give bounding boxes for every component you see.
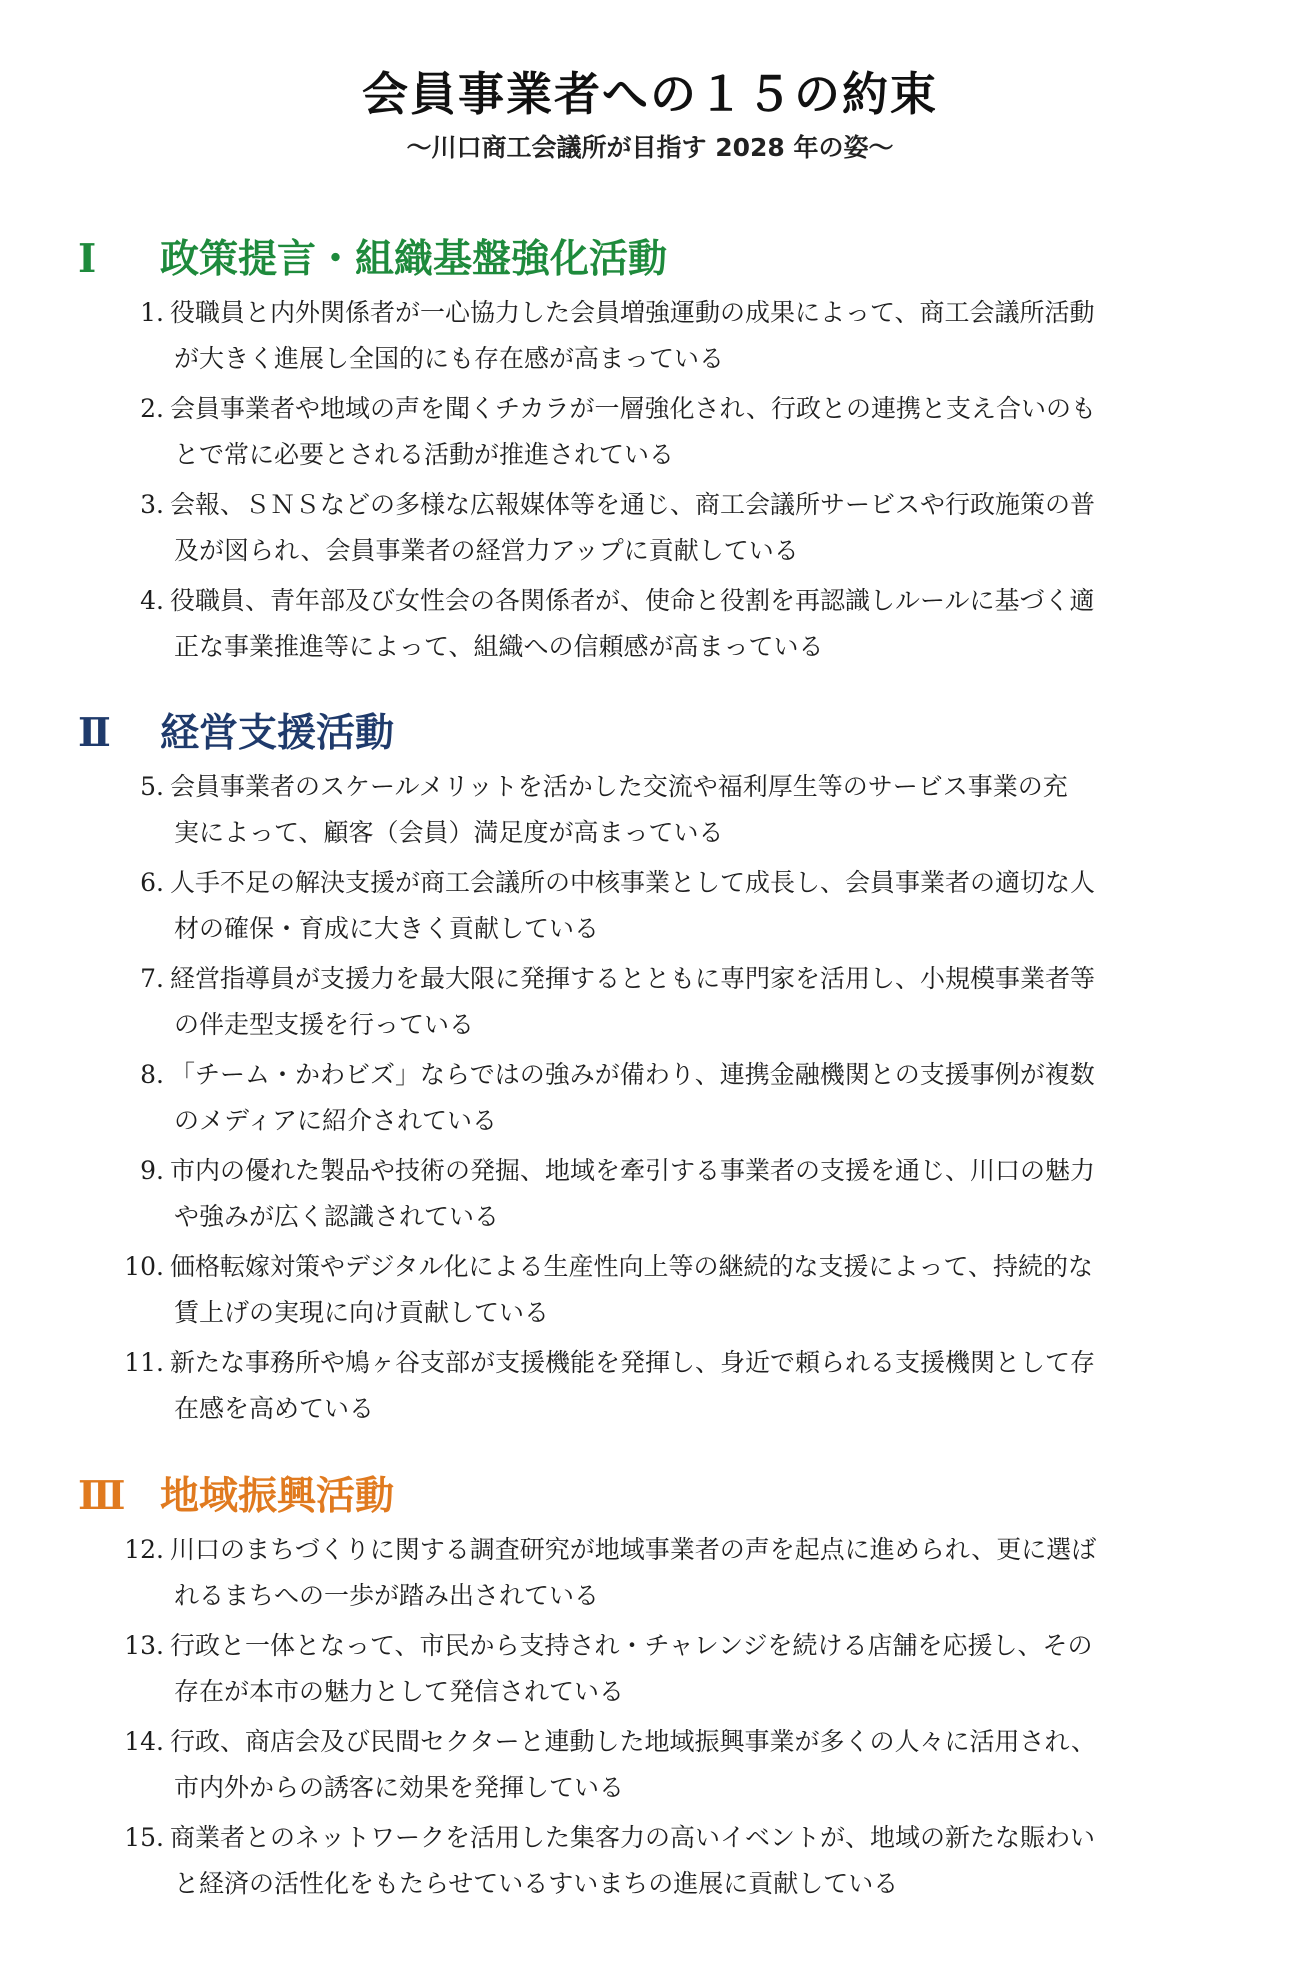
item-line: 市内の優れた製品や技術の発掘、地域を牽引する事業者の支援を通じ、川口の魅力 xyxy=(170,1156,1096,1185)
item-text xyxy=(170,1340,1190,1432)
item-number: 8. xyxy=(140,1060,164,1089)
section-title: 経営支援活動 xyxy=(160,711,395,756)
list-item xyxy=(0,1815,1300,1911)
list-item xyxy=(0,1340,1300,1436)
list-item xyxy=(0,482,1300,578)
list-item xyxy=(0,1719,1300,1815)
section-numeral: Ⅱ xyxy=(78,710,111,756)
item-text xyxy=(170,1148,1190,1240)
item-line: 及が図られ、会員事業者の経営力アップに貢献している xyxy=(174,536,799,565)
list-item xyxy=(0,1052,1300,1148)
item-line: が大きく進展し全国的にも存在感が高まっている xyxy=(174,344,725,373)
item-number: 2. xyxy=(140,394,164,423)
item-text xyxy=(170,764,1190,856)
item-line: れるまちへの一歩が踏み出されている xyxy=(174,1581,600,1610)
item-list xyxy=(0,764,1300,1436)
item-line: の伴走型支援を行っている xyxy=(174,1010,475,1039)
list-item xyxy=(0,386,1300,482)
list-item xyxy=(0,1623,1300,1719)
item-line: とで常に必要とされる活動が推進されている xyxy=(174,440,675,469)
list-item xyxy=(0,860,1300,956)
item-text xyxy=(170,386,1190,478)
item-line: 市内外からの誘客に効果を発揮している xyxy=(174,1773,625,1802)
item-number: 14. xyxy=(124,1727,164,1756)
item-line: 新たな事務所や鳩ヶ谷支部が支援機能を発揮し、身近で頼られる支援機関として存 xyxy=(170,1348,1096,1377)
item-line: 行政と一体となって、市民から支持され・チャレンジを続ける店舗を応援し、その xyxy=(170,1631,1093,1660)
item-number: 11. xyxy=(124,1348,164,1377)
list-item xyxy=(0,1527,1300,1623)
item-line: 会員事業者のスケールメリットを活かした交流や福利厚生等のサービス事業の充 xyxy=(170,772,1068,801)
list-item xyxy=(0,764,1300,860)
item-text xyxy=(170,1244,1190,1336)
item-number: 4. xyxy=(140,586,164,615)
section-title: 政策提言・組織基盤強化活動 xyxy=(160,237,668,282)
item-line: 会報、ＳＮＳなどの多様な広報媒体等を通じ、商工会議所サービスや行政施策の普 xyxy=(170,490,1096,519)
item-line: 商業者とのネットワークを活用した集客力の高いイベントが、地域の新たな賑わい xyxy=(170,1823,1096,1852)
item-number: 13. xyxy=(124,1631,164,1660)
item-text xyxy=(170,1052,1190,1144)
item-text xyxy=(170,1719,1190,1811)
item-text xyxy=(170,578,1190,670)
item-line: 「チーム・かわビズ」ならではの強みが備わり、連携金融機関との支援事例が複数 xyxy=(170,1060,1095,1089)
item-line: や強みが広く認識されている xyxy=(174,1202,500,1231)
item-line: 会員事業者や地域の声を聞くチカラが一層強化され、行政との連携と支え合いのも xyxy=(170,394,1097,423)
item-number: 12. xyxy=(124,1535,164,1564)
item-line: 賃上げの実現に向け貢献している xyxy=(174,1298,550,1327)
item-number: 1. xyxy=(140,298,164,327)
item-line: 経営指導員が支援力を最大限に発揮するとともに専門家を活用し、小規模事業者等 xyxy=(170,964,1096,993)
item-line: 存在が本市の魅力として発信されている xyxy=(174,1677,625,1706)
item-line: 行政、商店会及び民間セクターと連動した地域振興事業が多くの人々に活用され、 xyxy=(170,1727,1097,1756)
list-item xyxy=(0,1148,1300,1244)
section-numeral: Ⅰ xyxy=(78,236,97,282)
item-line: 在感を高めている xyxy=(174,1394,375,1423)
section-header xyxy=(78,1465,394,1519)
item-line: 価格転嫁対策やデジタル化による生産性向上等の継続的な支援によって、持続的な xyxy=(170,1252,1094,1281)
list-item xyxy=(0,956,1300,1052)
item-text xyxy=(170,1815,1190,1907)
document-subtitle: ～川口商工会議所が目指す 2028 年の姿～ xyxy=(406,133,894,162)
list-item xyxy=(0,1244,1300,1340)
item-line: のメディアに紹介されている xyxy=(174,1106,498,1135)
item-number: 6. xyxy=(140,868,164,897)
section-header xyxy=(78,228,667,282)
item-line: 正な事業推進等によって、組織への信頼感が高まっている xyxy=(174,632,824,661)
list-item xyxy=(0,290,1300,386)
item-text xyxy=(170,1623,1190,1715)
section-numeral: Ⅲ xyxy=(78,1473,126,1519)
section-header xyxy=(78,702,394,756)
item-line: 人手不足の解決支援が商工会議所の中核事業として成長し、会員事業者の適切な人 xyxy=(170,868,1096,897)
item-number: 5. xyxy=(140,772,164,801)
item-number: 15. xyxy=(124,1823,164,1852)
item-text xyxy=(170,290,1190,382)
item-text xyxy=(170,482,1190,574)
item-text xyxy=(170,1527,1190,1619)
item-number: 7. xyxy=(140,964,164,993)
item-number: 10. xyxy=(124,1252,164,1281)
list-item xyxy=(0,578,1300,674)
item-list xyxy=(0,290,1300,674)
item-line: 役職員、青年部及び女性会の各関係者が、使命と役割を再認識しルールに基づく適 xyxy=(170,586,1095,615)
item-text xyxy=(170,860,1190,952)
item-line: 材の確保・育成に大きく貢献している xyxy=(174,914,600,943)
item-text xyxy=(170,956,1190,1048)
item-number: 3. xyxy=(140,490,164,519)
section-title: 地域振興活動 xyxy=(160,1474,395,1519)
item-line: と経済の活性化をもたらせているすいまちの進展に貢献している xyxy=(174,1869,899,1898)
document-title: 会員事業者への１５の約束 xyxy=(362,67,938,121)
item-line: 川口のまちづくりに関する調査研究が地域事業者の声を起点に進められ、更に選ば xyxy=(170,1535,1097,1564)
item-line: 役職員と内外関係者が一心協力した会員増強運動の成果によって、商工会議所活動 xyxy=(170,298,1095,327)
item-list xyxy=(0,1527,1300,1911)
item-number: 9. xyxy=(140,1156,164,1185)
item-line: 実によって、顧客（会員）満足度が高まっている xyxy=(174,818,724,847)
